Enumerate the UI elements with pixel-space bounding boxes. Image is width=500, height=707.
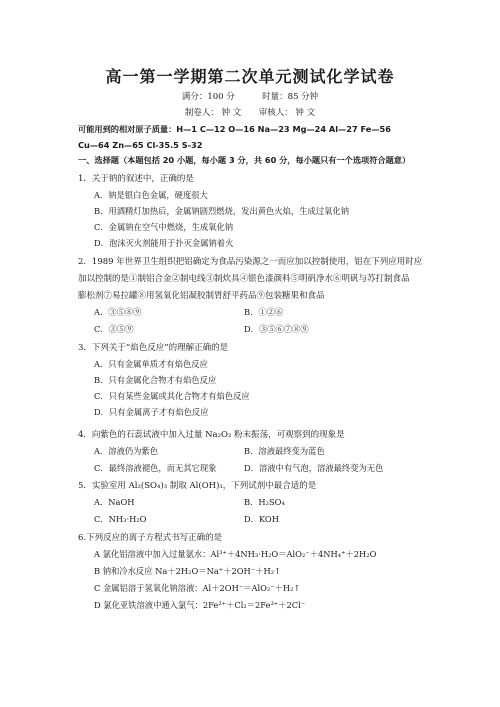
question-3-option-a: A．只有金属单质才有焰色反应 — [94, 359, 208, 369]
question-3-option-c: C．只有某些金属或其化合物才有焰色反应 — [94, 391, 250, 401]
question-6-option-d: D 氯化亚铁溶液中通入氯气：2Fe²⁺＋Cl₂＝2Fe³⁺＋2Cl⁻ — [94, 600, 306, 610]
question-1-stem: 1．关于钠的叙述中，正确的是 — [78, 174, 194, 184]
question-3-option-d: D．只有金属离子才有焰色反应 — [94, 407, 209, 417]
question-2-option-a: A．③⑤⑧⑨ — [94, 307, 142, 317]
question-6-option-a: A 氯化铝溶液中加入过量氨水：Al³⁺＋4NH₃·H₂O＝AlO₂⁻＋4NH₄⁺＋2H₂O — [94, 549, 377, 559]
author-label: 制卷人： 钟 文 — [184, 108, 242, 118]
question-6-option-c: C 金属铝溶于氢氧化钠溶液：Al＋2OH⁻＝AlO₂⁻＋H₂↑ — [94, 583, 301, 593]
question-3-option-b: B．只有金属化合物才有焰色反应 — [94, 375, 217, 385]
question-5-option-b: B．H₂SO₄ — [244, 497, 285, 507]
question-1-option-c: C．金属钠在空气中燃烧，生成氧化钠 — [94, 222, 234, 232]
question-5-option-c: C．NH₃·H₂O — [94, 514, 147, 524]
question-4-option-a: A．溶液仍为紫色 — [94, 446, 159, 456]
section-heading: 一、选择题（本题包括 20 小题，每小题 3 分，共 60 分，每小题只有一个选项符合题意） — [78, 155, 411, 165]
question-4-option-c: C．最终溶液褪色，而无其它现象 — [94, 463, 217, 473]
question-2-stem-1: 2．1989 年世界卫生组织把铝确定为食品污染源之一而应加以控制使用，铝在下列应用时应 — [78, 257, 423, 267]
question-5-option-d: D．KOH — [244, 514, 279, 524]
exam-meta-score-time — [0, 90, 500, 102]
atomic-mass-line-1: 可能用到的相对原子质量：H—1 C—12 O—16 Na—23 Mg—24 Al—27 Fe—56 — [78, 124, 391, 134]
question-6-stem: 6.下列反应的离子方程式书写正确的是 — [78, 533, 223, 543]
exam-meta-authors — [0, 106, 500, 118]
question-2-stem-2: 加以控制的是①制铝合金②制电线③制炊具④银色漆颜料⑤明矾净水⑥明矾与苏打制食品 — [78, 274, 410, 284]
question-6-option-b: B 钠和冷水反应 Na＋2H₂O＝Na⁺＋2OH⁻＋H₂↑ — [94, 566, 281, 576]
question-1-option-a: A．钠是银白色金属，硬度很大 — [94, 190, 208, 200]
reviewer-label: 审核人： 钟 文 — [258, 108, 316, 118]
question-5-option-a: A．NaOH — [94, 497, 135, 507]
time-label: 时量：85 分钟 — [262, 92, 319, 102]
question-2-stem-3: 膨松剂⑦易拉罐⑧用氢氧化铝凝胶制胃舒平药品⑨包装糖果和食品 — [78, 291, 325, 301]
question-4-stem: 4．向紫色的石蕊试液中加入过量 Na₂O₂ 粉末振荡，可观察到的现象是 — [78, 430, 345, 440]
question-3-stem: 3．下列关于“焰色反应”的理解正确的是 — [78, 343, 229, 353]
question-2-option-b: B．①②⑥ — [244, 307, 284, 317]
score-label: 满分：100 分 — [181, 92, 235, 102]
question-2-option-d: D．③⑤⑥⑦⑧⑨ — [244, 324, 309, 334]
atomic-mass-line-2: Cu—64 Zn—65 Cl-35.5 S-32 — [78, 140, 203, 150]
page-title: 高一第一学期第二次单元测试化学试卷 — [105, 67, 395, 86]
question-4-option-d: D．溶液中有气泡，溶液最终变为无色 — [244, 463, 384, 473]
question-4-option-b: B．溶液最终变为蓝色 — [244, 446, 325, 456]
question-2-option-c: C．③⑤⑨ — [94, 324, 134, 334]
question-1-option-b: B．用酒精灯加热后，金属钠剧烈燃烧，发出黄色火焰，生成过氧化钠 — [94, 206, 350, 216]
question-5-stem: 5．实验室用 Al₂(SO₄)₃ 制取 Al(OH)₃，下列试剂中最合适的是 — [78, 481, 317, 491]
question-1-option-d: D．泡沫灭火剂能用于扑灭金属钠着火 — [94, 238, 234, 248]
